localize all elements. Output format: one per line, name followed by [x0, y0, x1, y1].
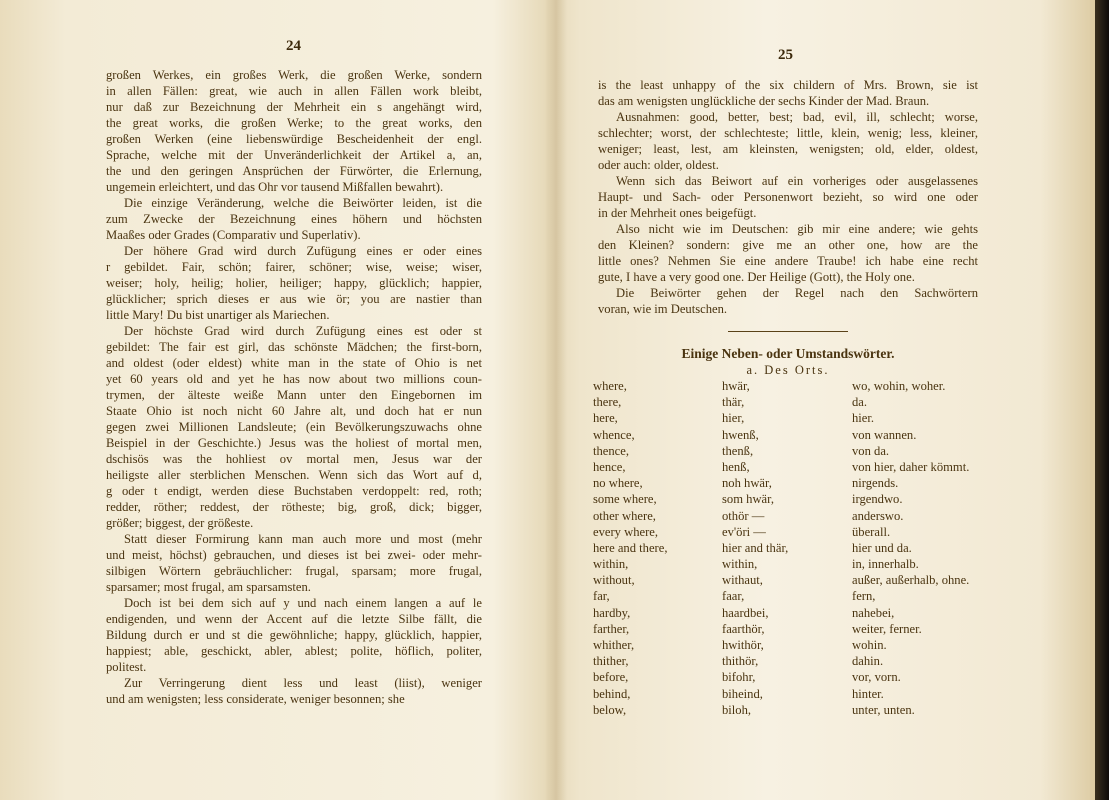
text-line: Maaßes oder Grades (Comparativ und Superlativ). — [106, 228, 361, 242]
english-word: other where, — [593, 508, 656, 523]
german-meaning: dahin. — [852, 654, 884, 669]
pronunciation: ev'öri — — [722, 524, 766, 539]
text-line: nur daß zur Bezeichnung der Mehrheit ein s angehängt wird, — [106, 100, 482, 114]
german-meaning: außer, außerhalb, ohne. — [852, 573, 970, 588]
text-line: Also nicht wie im Deutschen: gib mir eine andere; wie gehts — [616, 222, 978, 236]
english-word: whither, — [593, 638, 635, 652]
pronunciation: som hwär, — [722, 492, 774, 507]
text-line: oder auch: older, oldest. — [598, 158, 719, 172]
german-meaning: irgendwo. — [852, 492, 903, 507]
text-line: Der höchste Grad wird durch Zufügung eines est oder st — [124, 324, 482, 338]
text-line: großen Werkes, ein großes Werk, die großen Werke, sondern — [106, 68, 482, 82]
german-meaning: von wannen. — [852, 427, 917, 442]
text-line: little ones? Nehmen Sie eine andere Traube! ich habe eine recht — [598, 254, 978, 268]
pronunciation: hwenß, — [722, 427, 759, 442]
adverb-table — [593, 378, 1002, 718]
text-line: Die Beiwörter gehen der Regel nach den Sachwörtern — [616, 286, 978, 300]
text-line: sparsamer; most frugal, am sparsamsten. — [106, 580, 311, 594]
text-line: Die einzige Veränderung, welche die Beiwörter leiden, ist die — [124, 196, 482, 210]
book-gutter — [545, 0, 567, 800]
german-meaning: von hier, daher kömmt. — [852, 459, 970, 474]
text-line: r gebildet. Fair, schön; fairer, schöner; wise, weise; wiser, — [106, 260, 482, 274]
text-line: zum Zwecke der Bezeichnung eines höhern und höchsten — [106, 212, 482, 226]
text-line: und meist, höchst) gebrauchen, und dieses ist bei zwei- oder mehr- — [106, 548, 482, 562]
text-line: in der Mehrheit ones beigefügt. — [598, 206, 757, 220]
english-word: whence, — [593, 427, 635, 442]
german-meaning: nirgends. — [852, 476, 899, 491]
left-page-number: 24 — [286, 38, 301, 54]
text-line: in allen Fällen: great, wie auch in allen Fällen work bleibt, — [106, 84, 482, 98]
pronunciation: thär, — [722, 395, 745, 410]
adverb-row — [593, 443, 1002, 459]
text-line: weiser; holy, heilig; holier, heiliger; happy, glücklich; happier, — [106, 276, 482, 290]
english-word: there, — [593, 395, 622, 410]
english-word: below, — [593, 702, 627, 717]
english-word: here, — [593, 411, 618, 426]
pronunciation: faarthör, — [722, 621, 765, 636]
pronunciation: henß, — [722, 459, 750, 474]
text-line: trymen, der älteste weiße Mann unter den Eingebornen im — [106, 388, 482, 402]
text-line: Ausnahmen: good, better, best; bad, evil, ill, schlecht; worse, — [616, 110, 978, 124]
adverb-row — [593, 605, 1002, 621]
pronunciation: hier and thär, — [722, 540, 789, 555]
text-line: dschisös was the hohliest ov mortal men, Jesus war der — [106, 452, 482, 466]
pronunciation: biheind, — [722, 686, 763, 701]
text-line: Doch ist bei dem sich auf y und nach einem langen a auf le — [124, 596, 482, 610]
adverb-row — [593, 427, 1002, 443]
text-line: das am wenigsten unglückliche der sechs Kinder der Mad. Braun. — [598, 94, 930, 108]
adverb-row — [593, 410, 1002, 426]
right-page-number: 25 — [778, 47, 793, 63]
english-word: far, — [593, 589, 610, 604]
adverb-row — [593, 653, 1002, 669]
pronunciation: haardbei, — [722, 605, 769, 620]
english-word: before, — [593, 670, 629, 685]
left-page-text — [106, 67, 482, 707]
adverb-row — [593, 508, 1002, 524]
text-line: heiligste aller sterblichen Menschen. Wenn sich das Wort auf d, — [106, 468, 482, 482]
pronunciation: thenß, — [722, 443, 754, 458]
german-meaning: hinter. — [852, 686, 884, 701]
adverb-row — [593, 378, 1002, 394]
adverb-row — [593, 475, 1002, 491]
english-word: farther, — [593, 621, 630, 636]
adverb-row — [593, 637, 1002, 653]
pronunciation: bifohr, — [722, 670, 756, 685]
text-line: politest. — [106, 660, 147, 674]
german-meaning: von da. — [852, 443, 890, 458]
text-line: Zur Verringerung dient less und least (liist), weniger — [124, 676, 482, 690]
english-word: here and there, — [593, 540, 668, 555]
german-meaning: nahebei, — [852, 605, 895, 620]
section-subheading: a. Des Orts. — [746, 363, 830, 377]
text-line: großen Werken (eine liebenswürdige Bescheidenheit der engl. — [106, 132, 482, 146]
pronunciation: biloh, — [722, 702, 752, 717]
german-meaning: wo, wohin, woher. — [852, 379, 946, 393]
text-line: schlechter; worst, der schlechteste; little, klein, wenig; less, kleiner, — [598, 126, 978, 140]
english-word: hence, — [593, 459, 626, 474]
text-line: Haupt- und Sach- oder Personenwort bezieht, so wird one oder — [598, 190, 978, 204]
adverb-row — [593, 572, 1002, 588]
text-line: Wenn sich das Beiwort auf ein vorheriges oder ausgelassenes — [616, 174, 978, 188]
german-meaning: weiter, ferner. — [852, 621, 922, 636]
english-word: behind, — [593, 686, 631, 701]
text-line: and oldest (oder eldest) white man in the state of Ohio is net — [106, 356, 482, 370]
adverb-row — [593, 702, 1002, 718]
text-line: glücklicher; sprich dieses er aus wie ör; you are nastier than — [106, 292, 482, 306]
adverb-row — [593, 621, 1002, 637]
text-line: den Kleinen? sondern: give me an other one, how are the — [598, 238, 978, 252]
adverb-row — [593, 556, 1002, 572]
scan-edge — [1095, 0, 1109, 800]
adverb-row — [593, 588, 1002, 604]
text-line: gegen zwei Millionen Landsleute; (ein Bevölkerungszuwachs ohne — [106, 420, 482, 434]
text-line: little Mary! Du bist unartiger als Mariechen. — [106, 308, 330, 322]
text-line: happiest; able, geschickt, abler, ablest; polite, höflich, politer, — [106, 644, 482, 658]
text-line: endigenden, und wenn der Accent auf die letzte Silbe fällt, die — [106, 612, 482, 626]
german-meaning: anderswo. — [852, 508, 904, 523]
text-line: Beispiel in der Geschichte.) Jesus was the holiest of mortal men, — [106, 436, 482, 450]
german-meaning: wohin. — [852, 638, 887, 652]
section-heading: Einige Neben- oder Umstandswörter. — [681, 346, 895, 361]
english-word: no where, — [593, 476, 643, 491]
text-line: redder, röther; reddest, der rötheste; big, groß, dick; bigger, — [106, 500, 482, 514]
text-line: gebildet: The fair est girl, das schönste Mädchen; the first-born, — [106, 340, 482, 354]
text-line: Sprache, welche mit der Unveränderlichkeit der Artikel a, an, — [106, 148, 482, 162]
pronunciation: noh hwär, — [722, 476, 772, 491]
german-meaning: hier und da. — [852, 540, 912, 555]
english-word: without, — [593, 573, 635, 588]
adverb-row — [593, 669, 1002, 685]
english-word: some where, — [593, 492, 657, 507]
text-line: voran, wie im Deutschen. — [598, 302, 728, 316]
text-line: weniger; least, lest, am kleinsten, wenigsten; old, elder, oldest, — [598, 142, 978, 156]
pronunciation: hier, — [722, 411, 745, 426]
german-meaning: da. — [852, 395, 868, 410]
german-meaning: vor, vorn. — [852, 670, 901, 685]
text-line: ungemein erleichtert, und das Ohr vor tausend Mißfallen bewahrt). — [106, 180, 444, 194]
adverb-row — [593, 394, 1002, 410]
section-divider — [728, 331, 848, 332]
text-line: silbigen Wörtern gebräuchlicher: frugal, sparsam; more frugal, — [106, 564, 482, 578]
german-meaning: hier. — [852, 411, 875, 426]
adverb-row — [593, 491, 1002, 507]
adverb-row — [593, 524, 1002, 540]
text-line: the great works, die großen Werke; to the great works, den — [106, 116, 482, 130]
text-line: und am wenigsten; less considerate, weniger besonnen; she — [106, 692, 405, 706]
text-line: is the least unhappy of the six childern of Mrs. Brown, sie ist — [598, 78, 978, 92]
text-line: g oder t endigt, werden diese Buchstaben verdoppelt: red, roth; — [106, 484, 482, 498]
adverb-row — [593, 686, 1002, 702]
english-word: within, — [593, 557, 629, 572]
pronunciation: hwithör, — [722, 638, 764, 652]
text-line: Der höhere Grad wird durch Zufügung eines er oder eines — [124, 244, 482, 258]
english-word: thither, — [593, 654, 629, 669]
right-page-text — [598, 77, 978, 317]
german-meaning: fern, — [852, 589, 876, 604]
text-line: gute, I have a very good one. Der Heilige (Gott), the Holy one. — [598, 270, 915, 284]
english-word: thence, — [593, 443, 630, 458]
english-word: every where, — [593, 524, 659, 539]
text-line: Statt dieser Formirung kann man auch more und most (mehr — [124, 532, 482, 546]
german-meaning: überall. — [852, 524, 891, 539]
text-line: Staate Ohio ist noch nicht 60 Jahre alt, und doch hat er nun — [106, 404, 482, 418]
english-word: hardby, — [593, 605, 631, 620]
adverb-row — [593, 459, 1002, 475]
english-word: where, — [593, 379, 627, 393]
text-line: Bildung durch er und st die gewöhnliche; happy, glücklich, happier, — [106, 628, 482, 642]
pronunciation: othör — — [722, 508, 765, 523]
pronunciation: within, — [722, 557, 758, 572]
german-meaning: in, innerhalb. — [852, 557, 919, 572]
pronunciation: withaut, — [722, 573, 763, 588]
adverb-row — [593, 540, 1002, 556]
text-line: the und den geringen Ansprüchen der Fürwörter, die Erlernung, — [106, 164, 482, 178]
pronunciation: hwär, — [722, 379, 750, 393]
text-line: yet 60 years old and yet he has now about two millions coun- — [106, 372, 482, 386]
pronunciation: thithör, — [722, 654, 759, 669]
text-line: größer; biggest, der größeste. — [106, 516, 254, 530]
pronunciation: faar, — [722, 589, 745, 604]
german-meaning: unter, unten. — [852, 702, 915, 717]
